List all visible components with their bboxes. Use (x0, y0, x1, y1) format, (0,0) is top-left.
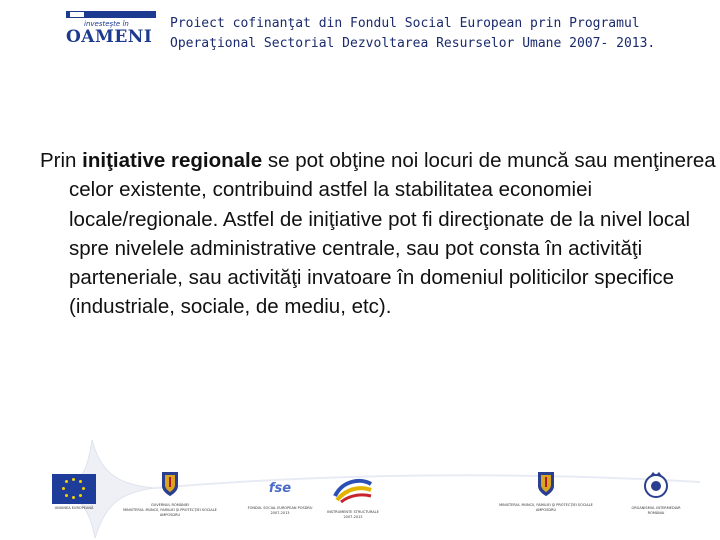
gov2-caption-2: AMPOSDRU (535, 508, 557, 512)
gov-caption-3: AMPOSDRU (159, 513, 181, 517)
romania-crest-icon (536, 470, 556, 497)
gov-logo (120, 470, 220, 518)
logo-wordmark: OAMENI (66, 27, 153, 47)
fse-caption-2: 2007-2013 (270, 511, 290, 515)
eu-logo (44, 474, 104, 511)
fse-wordmark: fse (268, 481, 292, 496)
footer-logos (0, 470, 720, 540)
body-paragraph (40, 146, 720, 322)
romania-crest-icon (160, 470, 180, 497)
gov2-caption-1: MINISTERUL MUNCII, FAMILIEI ŞI PROTECŢIEI SOCIALE (499, 503, 593, 507)
header-logo (66, 11, 160, 45)
gov-logo-2 (490, 470, 602, 513)
gov-caption-1: GUVERNUL ROMÂNIEI (150, 503, 190, 507)
eu-caption: UNIUNEA EUROPEANĂ (54, 506, 94, 510)
body-text: se pot obţine noi locuri de muncă sau menţinerea celor existente, contribuind astfel la stabilitatea economiei locale/regionale. Astfel de iniţiative pot fi direcţionate de la nivel local spre nivelele administrative centrale, sau pot consta în activităţi parteneriale, sau activităţi invatoare în domeniul politicilor specifice (industriale, sociale, de mediu, etc). (69, 149, 716, 319)
header-text (170, 14, 655, 54)
eu-flag-icon (52, 474, 96, 504)
instrumente-structurale-logo (322, 474, 384, 520)
header-line-1: Proiect cofinanţat din Fondul Social European prin Programul (170, 16, 640, 31)
logo-bar (66, 11, 156, 18)
instrumente-structurale-icon (331, 474, 375, 504)
is-caption-2: 2007-2013 (343, 515, 363, 519)
logo-tagline: investeşte în (84, 20, 129, 28)
gov-caption-2: MINISTERUL MUNCII, FAMILIEI ŞI PROTECŢIEI SOCIALE (123, 508, 217, 512)
oi-logo (614, 470, 698, 516)
oi-emblem-icon (643, 470, 669, 500)
oi-caption-1: ORGANISMUL INTERMEDIAR (631, 506, 681, 510)
body-prefix: Prin (40, 149, 83, 172)
fse-logo (240, 474, 320, 516)
fse-caption-1: FONDUL SOCIAL EUROPEAN POSDRU (247, 506, 313, 510)
is-caption-1: INSTRUMENTE STRUCTURALE (327, 510, 379, 514)
header-line-2: Operaţional Sectorial Dezvoltarea Resurselor Umane 2007- 2013. (170, 36, 656, 51)
oi-caption-2: ROMÂNIA (647, 511, 665, 515)
body-bold-term: iniţiative regionale (82, 149, 263, 172)
